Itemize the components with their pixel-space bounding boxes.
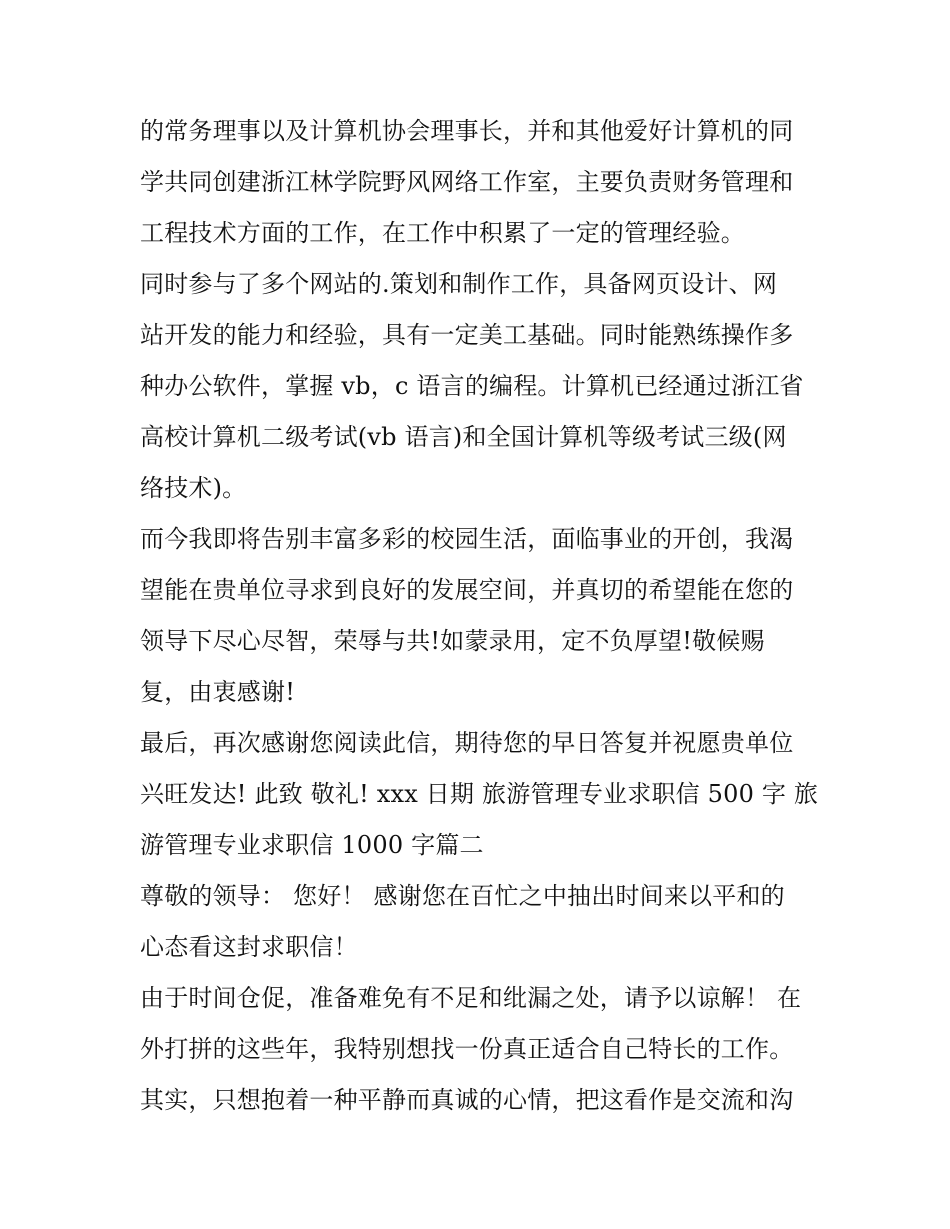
text-line: 络技术)。	[140, 474, 247, 502]
text-line: 同时参与了多个网站的.策划和制作工作，具备网页设计、网	[140, 270, 778, 298]
text-line: 最后，再次感谢您阅读此信，期待您的早日答复并祝愿贵单位	[140, 729, 794, 757]
text-line: 种办公软件，掌握 vb，c 语言的编程。计算机已经通过浙江省	[140, 372, 804, 400]
document-body	[140, 106, 820, 1126]
text-line: 站开发的能力和经验，具有一定美工基础。同时能熟练操作多	[140, 321, 794, 349]
text-line: 游管理专业求职信 1000 字篇二	[140, 831, 484, 859]
text-line: 学共同创建浙江林学院野风网络工作室，主要负责财务管理和	[140, 168, 794, 196]
text-line: 心态看这封求职信！	[140, 933, 358, 961]
text-line: 尊敬的领导： 您好！ 感谢您在百忙之中抽出时间来以平和的	[140, 882, 785, 910]
text-line: 其实，只想抱着一种平静而真诚的心情，把这看作是交流和沟	[140, 1086, 794, 1114]
text-line: 工程技术方面的工作，在工作中积累了一定的管理经验。	[140, 219, 745, 247]
text-line: 的常务理事以及计算机协会理事长，并和其他爱好计算机的同	[140, 117, 794, 145]
text-line: 高校计算机二级考试(vb 语言)和全国计算机等级考试三级(网	[140, 423, 787, 451]
text-line: 外打拼的这些年，我特别想找一份真正适合自己特长的工作。	[140, 1035, 794, 1063]
text-line: 望能在贵单位寻求到良好的发展空间，并真切的希望能在您的	[140, 576, 794, 604]
text-line: 兴旺发达! 此致 敬礼! xxx 日期 旅游管理专业求职信 500 字 旅	[140, 780, 819, 808]
text-line: 由于时间仓促，准备难免有不足和纰漏之处，请予以谅解！ 在	[140, 984, 802, 1012]
text-line: 而今我即将告别丰富多彩的校园生活，面临事业的开创，我渴	[140, 525, 794, 553]
text-line: 复，由衷感谢!	[140, 678, 296, 706]
text-line: 领导下尽心尽智，荣辱与共!如蒙录用，定不负厚望!敬候赐	[140, 627, 765, 655]
